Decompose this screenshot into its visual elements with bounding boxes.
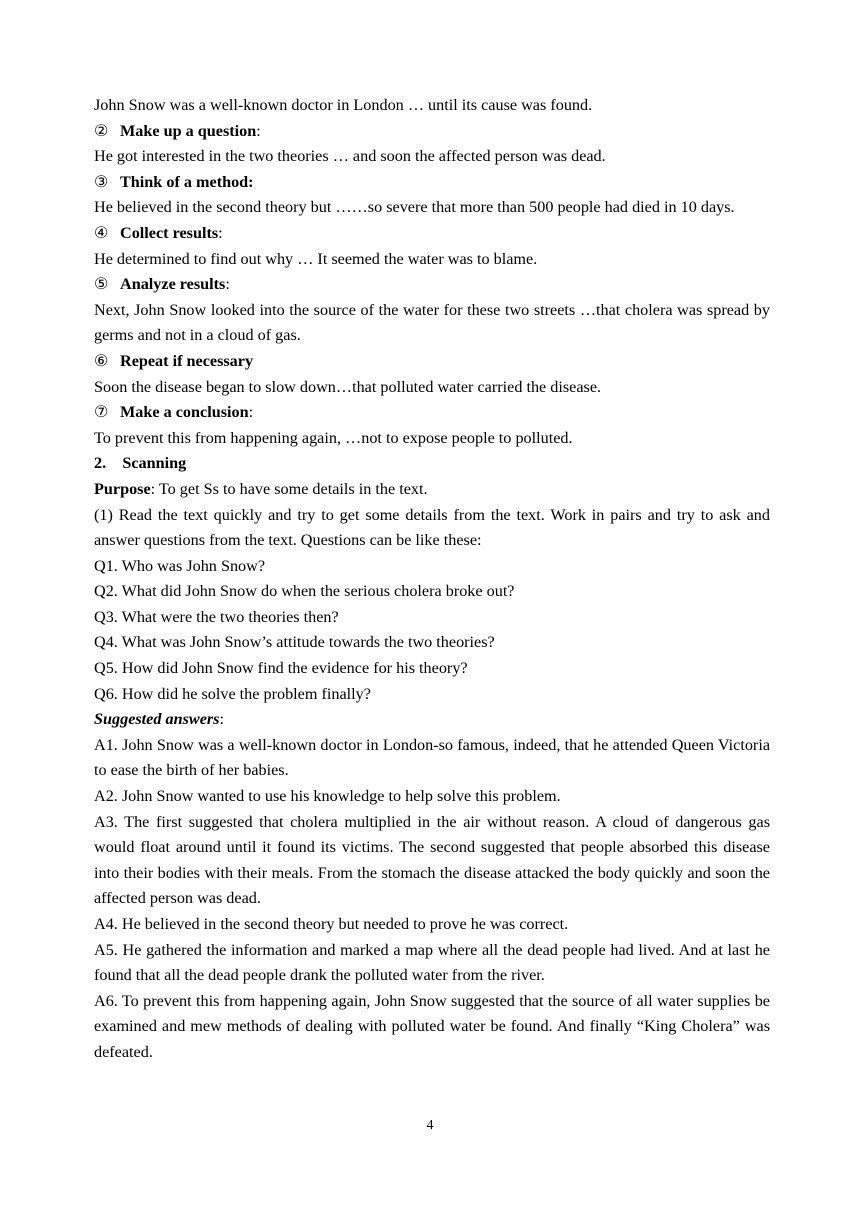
step-heading	[94, 170, 770, 196]
purpose-line	[94, 477, 770, 503]
answers-colon: :	[219, 710, 224, 729]
question-item: Q5. How did John Snow find the evidence for his theory?	[94, 659, 468, 678]
step-number: ⑤	[94, 275, 109, 294]
step-number: ③	[94, 172, 109, 191]
step-heading	[94, 221, 770, 247]
step-number: ⑥	[94, 351, 109, 370]
step-number: ②	[94, 121, 109, 140]
step-title: Collect results	[120, 223, 219, 242]
instruction-paragraph: (1) Read the text quickly and try to get some details from the text. Work in pairs and try to ask and answer questions from the text. Questions can be like these:	[94, 505, 770, 550]
step-body: He believed in the second theory but ……so severe that more than 500 people had died in 10 days.	[94, 198, 735, 217]
step-title: Think of a method:	[120, 172, 254, 191]
question-item: Q2. What did John Snow do when the serious cholera broke out?	[94, 582, 515, 601]
step-body: He determined to find out why … It seemed the water was to blame.	[94, 249, 538, 268]
page-content	[94, 93, 770, 1066]
answer-item: A4. He believed in the second theory but needed to prove he was correct.	[94, 915, 569, 933]
step-title: Make a conclusion	[120, 403, 249, 422]
step-title: Make up a question	[120, 121, 257, 140]
answer-item: A6. To prevent this from happening again, John Snow suggested that the source of all water supplies be examined and mew methods of dealing with polluted water be found. And finally “King Cholera” was defeated.	[94, 991, 770, 1061]
step-suffix: :	[256, 121, 261, 140]
step-suffix: :	[248, 403, 254, 422]
question-item: Q4. What was John Snow’s attitude towards the two theories?	[94, 633, 495, 652]
question-item: Q3. What were the two theories then?	[94, 607, 339, 626]
answer-item: A3. The first suggested that cholera multiplied in the air without reason. A cloud of dangerous gas would float around until it found its victims. The second suggested that people absorbed this disease into their bodies with their meals. From the stomach the disease attacked the body quickly and soon the affected person was dead.	[94, 812, 770, 908]
step-heading	[94, 272, 770, 298]
step-title: Repeat if necessary	[120, 351, 254, 370]
question-item: Q6. How did he solve the problem finally?	[94, 684, 371, 703]
answer-item: A1. John Snow was a well-known doctor in London-so famous, indeed, that he attended Queen Victoria to ease the birth of her babies.	[94, 735, 770, 780]
answer-item: A5. He gathered the information and marked a map where all the dead people had lived. And at last he found that all the dead people drank the polluted water from the river.	[94, 940, 770, 985]
step-heading	[94, 119, 770, 145]
step-number: ④	[94, 223, 109, 242]
step-body: To prevent this from happening again, …not to expose people to polluted.	[94, 428, 573, 447]
step-body: He got interested in the two theories … and soon the affected person was dead.	[94, 147, 606, 166]
step-body: Soon the disease began to slow down…that polluted water carried the disease.	[94, 377, 602, 396]
step-suffix: :	[218, 223, 223, 242]
step-title: Analyze results	[120, 275, 226, 294]
answer-item: A2. John Snow wanted to use his knowledge to help solve this problem.	[94, 787, 561, 806]
answers-heading	[94, 707, 770, 733]
section-heading: 2. Scanning	[94, 454, 187, 473]
purpose-label: Purpose	[94, 479, 151, 498]
question-item: Q1. Who was John Snow?	[94, 556, 266, 575]
step-heading	[94, 400, 770, 426]
step-body: Next, John Snow looked into the source of the water for these two streets …that cholera was spread by germs and not in a cloud of gas.	[94, 300, 770, 345]
answers-label: Suggested answers	[94, 710, 220, 729]
page-number: 4	[426, 1118, 434, 1133]
step-heading	[94, 349, 770, 375]
intro-line: John Snow was a well-known doctor in London … until its cause was found.	[94, 96, 593, 114]
purpose-text: : To get Ss to have some details in the text.	[150, 479, 428, 498]
step-suffix: :	[225, 275, 230, 294]
step-number: ⑦	[94, 403, 109, 422]
